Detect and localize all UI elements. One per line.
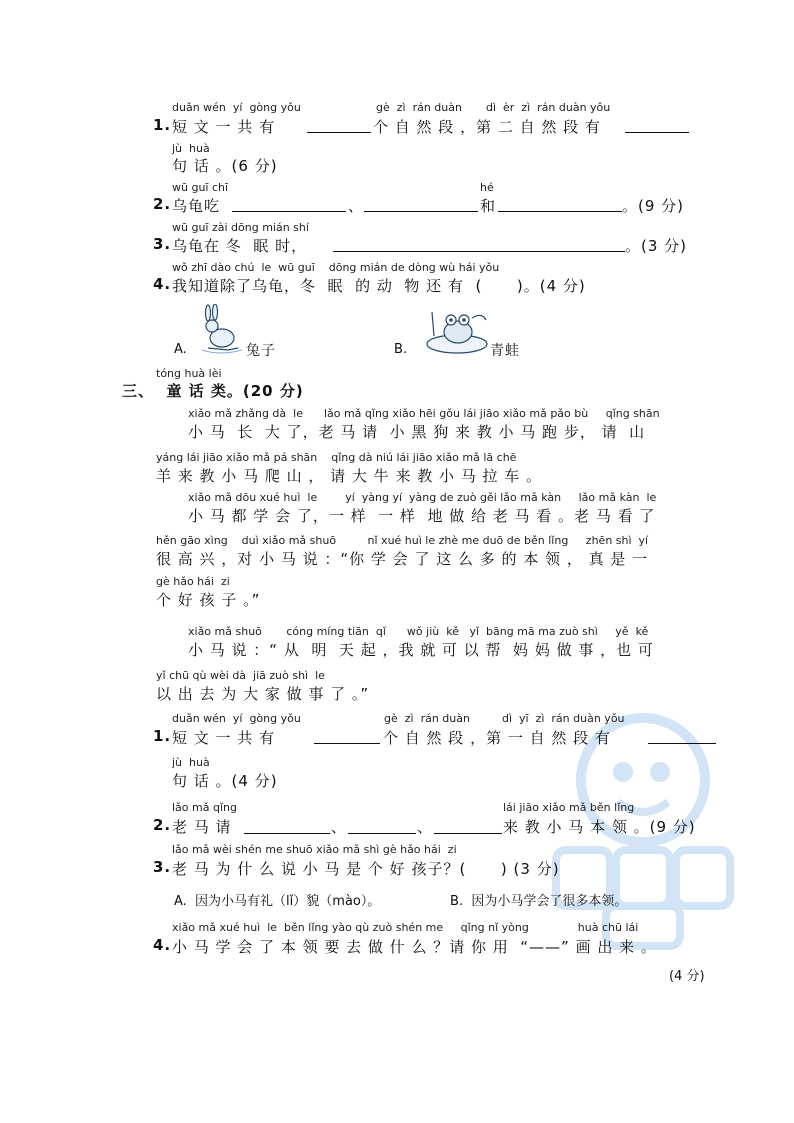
question-text: 和 (480, 197, 497, 215)
section-title: 三、 童 话 类。(20 分) (122, 382, 304, 400)
passage-line: 以 出 去 为 大 家 做 事 了 。” (156, 685, 370, 703)
pinyin: yǐ chū qù wèi dà jiā zuò shì le (156, 669, 325, 682)
pinyin: dì yī zì rán duàn yǒu (502, 712, 625, 725)
pinyin: hé (480, 181, 494, 194)
question-text: 乌龟吃 (172, 197, 221, 215)
question-number: 3. (153, 235, 172, 253)
question-number: 4. (153, 275, 172, 293)
answer-blank[interactable] (348, 833, 416, 834)
pinyin: hěn gāo xìng duì xiǎo mǎ shuō nǐ xué huì le zhè me duō de běn lǐng zhēn shì yí (156, 534, 649, 547)
question-text: 老 马 请 (172, 818, 232, 836)
question-number: 1. (153, 727, 172, 745)
pinyin: xiǎo mǎ zhǎng dà le lǎo mǎ qǐng xiǎo hēi gǒu lái jiāo xiǎo mǎ pǎo bù qǐng shān (188, 407, 660, 420)
option-a[interactable]: A. 因为小马有礼（lǐ）貌（mào）。 (174, 894, 381, 909)
answer-blank[interactable] (232, 211, 346, 212)
question-text: 来 教 小 马 本 领 。(9 分) (503, 818, 696, 836)
pinyin: lǎo mǎ wèi shén me shuō xiǎo mǎ shì gè hǎo hái zi (172, 843, 457, 856)
pinyin: dì èr zì rán duàn yǒu (486, 101, 611, 114)
pinyin: xiǎo mǎ xué huì le běn lǐng yào qù zuò shén me qǐng nǐ yòng huà chū lái (172, 921, 639, 934)
question-text: 小 马 学 会 了 本 领 要 去 做 什 么 ？请 你 用 “——” 画 出 来 。 (172, 938, 657, 956)
answer-blank[interactable] (333, 251, 625, 252)
pinyin: yáng lái jiāo xiǎo mǎ pá shān qǐng dà niú lái jiāo xiǎo mǎ lā chē (156, 451, 517, 464)
rabbit-illustration (198, 304, 246, 356)
pinyin: xiǎo mǎ dōu xué huì le yí yàng yí yàng de zuò gěi lǎo mǎ kàn lǎo mǎ kàn le (188, 491, 657, 504)
pinyin: jù huà (172, 756, 210, 769)
score: 。(9 分) (622, 197, 685, 215)
question-text: 句 话 。(6 分) (172, 157, 278, 175)
question-text: 句 话 。(4 分) (172, 772, 278, 790)
question-number: 1. (153, 116, 172, 134)
answer-blank[interactable] (364, 211, 478, 212)
option-label[interactable]: A. (174, 342, 187, 357)
answer-blank[interactable] (625, 132, 689, 133)
answer-blank[interactable] (314, 743, 380, 744)
answer-blank[interactable] (498, 211, 622, 212)
question-text: 老 马 为 什 么 说 小 马 是 个 好 孩子？( ) (3 分) (172, 860, 560, 878)
passage-line: 小 马 长 大 了，老 马 请 小 黑 狗 来 教 小 马 跑 步， 请 山 (188, 423, 646, 441)
option-text: 兔子 (246, 343, 276, 359)
pinyin: wǒ zhī dào chú le wū guī dōng mián de dòng wù hái yǒu (172, 261, 500, 274)
separator: 、 (348, 197, 365, 215)
separator: 、 (417, 818, 434, 836)
pinyin: tóng huà lèi (156, 367, 222, 380)
score: 。(3 分) (625, 237, 688, 255)
separator: 、 (331, 818, 348, 836)
pinyin: xiǎo mǎ shuō cóng míng tiān qǐ wǒ jiù kě yǐ bāng mā ma zuò shì yě kě (188, 625, 649, 638)
answer-blank[interactable] (307, 132, 371, 133)
pinyin: jù huà (172, 142, 210, 155)
answer-blank[interactable] (434, 833, 502, 834)
frog-illustration (424, 306, 490, 356)
pinyin: gè zì rán duàn (384, 712, 470, 725)
passage-line: 羊 来 教 小 马 爬 山 ， 请 大 牛 来 教 小 马 拉 车 。 (156, 467, 543, 485)
question-number: 3. (153, 858, 172, 876)
passage-line: 很 高 兴 ，对 小 马 说 ：“你 学 会 了 这 么 多 的 本 领 ， 真 是 一 (156, 550, 649, 568)
passage-line: 小 马 说 ：“ 从 明 天 起 ，我 就 可 以 帮 妈 妈 做 事 ，也 可 (188, 641, 654, 659)
option-label[interactable]: B. (394, 342, 408, 357)
pinyin: duǎn wén yí gòng yǒu (172, 101, 301, 114)
question-number: 4. (153, 936, 172, 954)
passage-line: 个 好 孩 子 。” (156, 591, 261, 609)
pinyin: duǎn wén yí gòng yǒu (172, 712, 301, 725)
pinyin: wū guī chī (172, 181, 229, 194)
question-text: 乌龟在 冬 眠 时， (172, 237, 308, 255)
score: (4 分) (669, 969, 705, 984)
option-b[interactable]: B. 因为小马学会了很多本领。 (450, 894, 628, 909)
question-text: 个 自 然 段 ，第 二 自 然 段 有 (373, 118, 601, 136)
pinyin: gè zì rán duàn (376, 101, 462, 114)
pinyin: lái jiāo xiǎo mǎ běn lǐng (503, 801, 635, 814)
question-text: 个 自 然 段 ，第 一 自 然 段 有 (383, 729, 611, 747)
question-text: 短 文 一 共 有 (172, 729, 276, 747)
question-number: 2. (153, 195, 172, 213)
option-text: 青蛙 (490, 343, 520, 359)
question-text: 我知道除了乌龟，冬 眠 的 动 物 还 有 ( )。(4 分) (172, 277, 586, 295)
pinyin: gè hǎo hái zi (156, 575, 230, 588)
passage-line: 小 马 都 学 会 了，一 样 一 样 地 做 给 老 马 看 。老 马 看 了 (188, 507, 656, 525)
pinyin: wū guī zài dōng mián shí (172, 221, 309, 234)
answer-blank[interactable] (244, 833, 330, 834)
answer-blank[interactable] (648, 743, 716, 744)
question-number: 2. (153, 816, 172, 834)
pinyin: lǎo mǎ qǐng (172, 801, 237, 814)
question-text: 短 文 一 共 有 (172, 118, 276, 136)
